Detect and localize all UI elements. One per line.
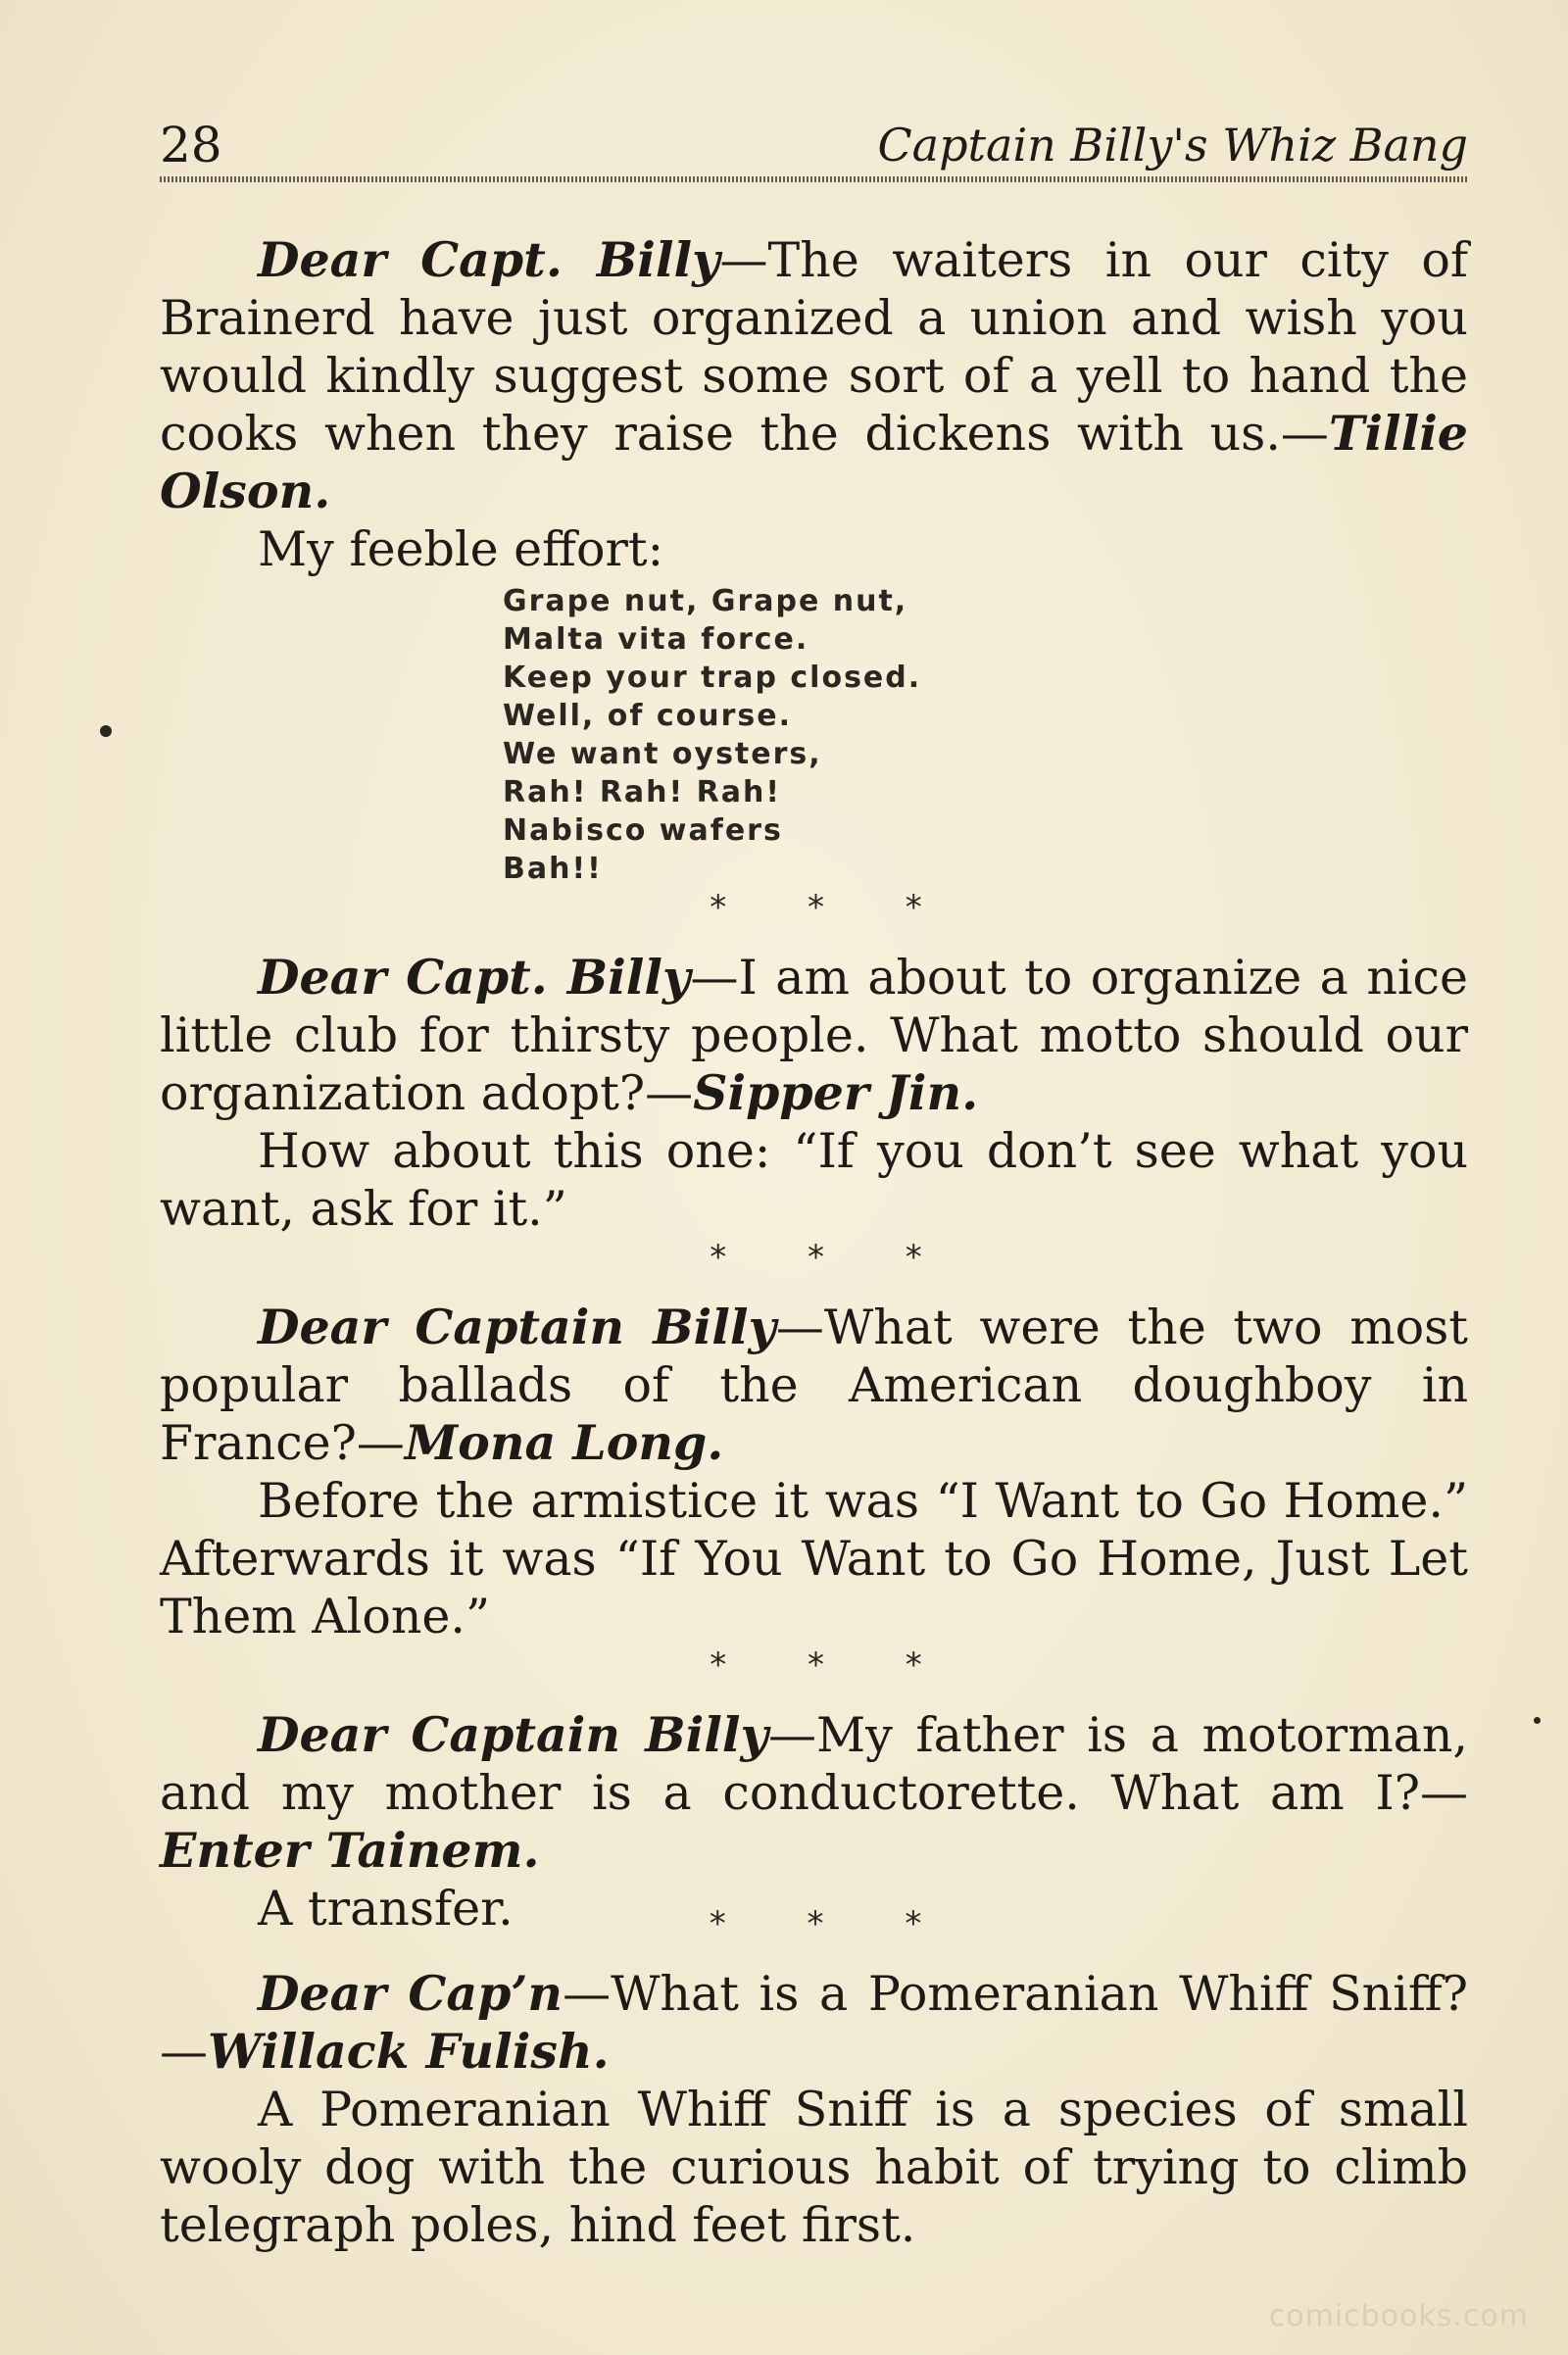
poem-line: Rah! Rah! Rah! bbox=[503, 775, 782, 810]
watermark: comicbooks.com bbox=[1268, 2299, 1529, 2333]
letter-salutation: Dear Capt. Billy bbox=[258, 949, 691, 1006]
reader-letter bbox=[160, 231, 1468, 520]
reader-letter bbox=[160, 1299, 1468, 1472]
editor-answer: How about this one: “If you don’t see what you want, ask for it.” bbox=[160, 1123, 1468, 1237]
letter-signature: Tillie Olson. bbox=[160, 405, 1468, 519]
reader-letter bbox=[160, 1706, 1468, 1880]
letter-body: —The waiters in our city of Brainerd have just organized a union and wish you would kindly suggest some sort of a yell to hand the cooks when they raise the dickens with us.— bbox=[160, 232, 1468, 462]
poem-line: Nabisco wafers bbox=[503, 813, 783, 848]
page-header bbox=[160, 116, 1468, 174]
letter-salutation: Dear Captain Billy bbox=[258, 1706, 768, 1763]
poem-line: Malta vita force. bbox=[503, 622, 809, 657]
qa-entry bbox=[160, 1706, 1468, 1965]
section-separator: * * * bbox=[710, 1645, 957, 1685]
editor-answer: A Pomeranian Whiff Sniff is a species of small wooly dog with the curious habit of trying to climb telegraph poles, hind feet first. bbox=[160, 2082, 1468, 2253]
letter-body: —My father is a motorman, and my mother is a conductorette. What am I?— bbox=[160, 1707, 1468, 1821]
poem-line: Keep your trap closed. bbox=[503, 661, 922, 695]
reader-letter bbox=[160, 1965, 1468, 2081]
letter-salutation: Dear Capt. Billy bbox=[258, 231, 720, 288]
section-separator: * * * bbox=[710, 888, 957, 927]
running-title: Captain Billy's Whiz Bang bbox=[877, 119, 1468, 172]
letter-signature: Mona Long. bbox=[404, 1414, 724, 1471]
letter-signature: Enter Tainem. bbox=[160, 1822, 540, 1879]
qa-entry bbox=[160, 949, 1468, 1277]
letter-signature: Willack Fulish. bbox=[208, 2023, 610, 2080]
letter-body: —What were the two most popular ballads of the American doughboy in France?— bbox=[160, 1300, 1468, 1471]
qa-entry bbox=[160, 1965, 1468, 2254]
poem-line: We want oysters, bbox=[503, 737, 822, 771]
page-content bbox=[160, 231, 1468, 2254]
letter-salutation: Dear Cap’n bbox=[258, 1965, 564, 2022]
editor-answer: Before the armistice it was “I Want to Go Home.” Afterwards it was “If You Want to Go Home, Just Let Them Alone.” bbox=[160, 1473, 1468, 1644]
section-separator: * * * bbox=[709, 1904, 957, 1943]
editor-answer: My feeble effort: bbox=[258, 521, 664, 577]
letter-signature: Sipper Jin. bbox=[693, 1064, 979, 1121]
letter-body: —I am about to organize a nice little club for thirsty people. What motto should our organization adopt?— bbox=[160, 950, 1468, 1121]
editor-answer bbox=[160, 1880, 1468, 1943]
reader-letter bbox=[160, 949, 1468, 1122]
qa-entry bbox=[160, 1299, 1468, 1685]
header-rule bbox=[160, 176, 1468, 182]
letter-body: —What is a Pomeranian Whiff Sniff?— bbox=[160, 1966, 1468, 2080]
print-speck bbox=[1534, 1717, 1541, 1724]
section-separator: * * * bbox=[710, 1238, 957, 1277]
letter-salutation: Dear Captain Billy bbox=[258, 1299, 776, 1355]
yell-poem bbox=[503, 582, 1468, 888]
qa-entry bbox=[160, 231, 1468, 927]
print-speck bbox=[100, 725, 112, 737]
answer-text: A transfer. bbox=[258, 1881, 514, 1937]
page-number: 28 bbox=[160, 117, 222, 173]
poem-line: Bah!! bbox=[503, 852, 603, 886]
poem-line: Well, of course. bbox=[503, 699, 793, 733]
poem-line: Grape nut, Grape nut, bbox=[503, 584, 908, 618]
